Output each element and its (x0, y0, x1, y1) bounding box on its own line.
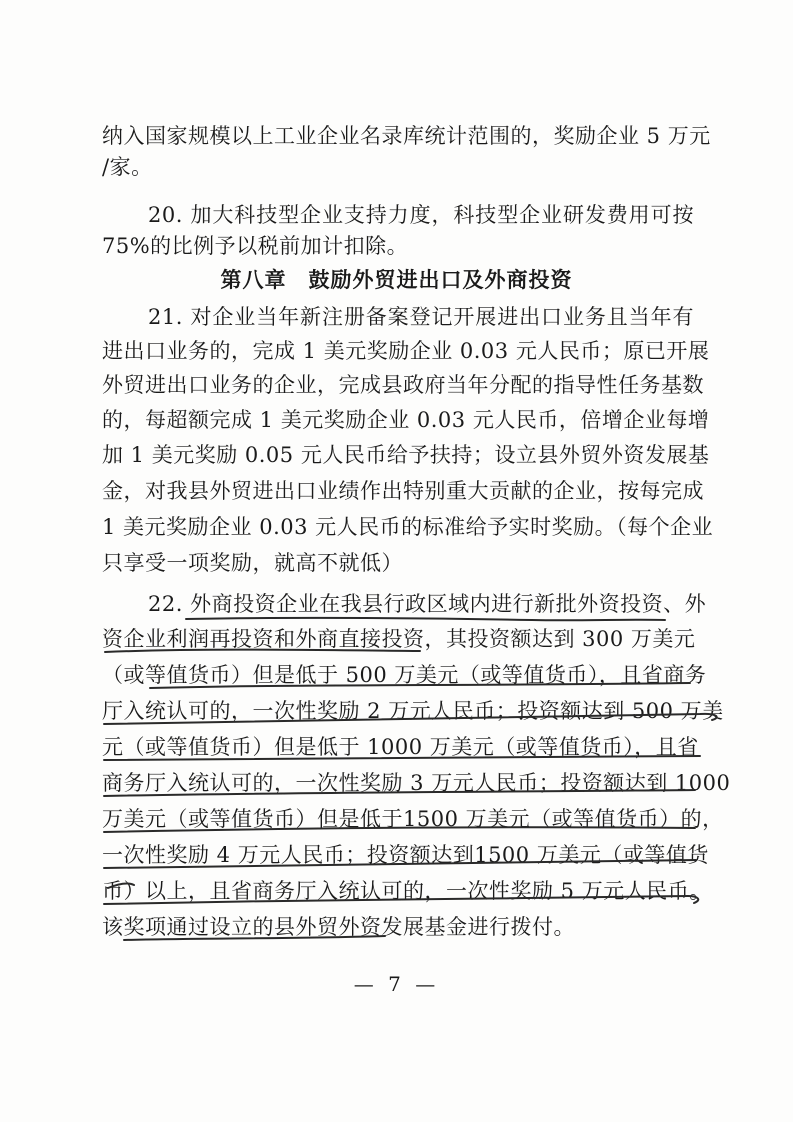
article-21-line: 只享受一项奖励，就高不就低） (102, 551, 403, 575)
article-21-line: 进出口业务的，完成 1 美元奖励企业 0.03 元人民币；原已开展 (102, 339, 710, 363)
article-21-line: 的，每超额完成 1 美元奖励企业 0.03 元人民币，倍增企业每增 (102, 408, 710, 432)
article-22-line: 22. 外商投资企业在我县行政区域内进行新批外资投资、外 (148, 592, 707, 616)
article-21-line: 1 美元奖励企业 0.03 元人民币的标准给予实时奖励。（每个企业 (102, 515, 714, 539)
article-22-line: 该奖项通过设立的县外贸外资发展基金进行拨付。 (102, 915, 575, 939)
chapter-heading: 第八章 鼓励外贸进出口及外商投资 (220, 268, 573, 292)
article-22-line: 币）以上，且省商务厅入统认可的，一次性奖励 5 万元人民币。 (102, 879, 711, 903)
article-21-line: 加 1 美元奖励 0.05 元人民币给予扶持；设立县外贸外资发展基 (102, 443, 710, 467)
article-22-line: 一次性奖励 4 万元人民币；投资额达到1500 万美元（或等值货 (102, 843, 709, 867)
body-line: /家。 (102, 155, 153, 179)
body-line: 纳入国家规模以上工业企业名录库统计范围的，奖励企业 5 万元 (102, 124, 711, 148)
article-22-line: 厅入统认可的，一次性奖励 2 万元人民币；投资额达到 500 万美 (102, 699, 724, 723)
article-22-line: （或等值货币）但是低于 500 万美元（或等值货币），且省商务 (102, 663, 707, 687)
page-number: — 7 — (353, 972, 440, 996)
article-20-line: 20. 加大科技型企业支持力度，科技型企业研发费用可按 (148, 203, 694, 227)
article-21-line: 金，对我县外贸进出口业绩作出特别重大贡献的企业，按每完成 (102, 479, 704, 503)
article-22-line: 商务厅入统认可的，一次性奖励 3 万元人民币；投资额达到 1000 (102, 771, 731, 795)
article-22-line: 万美元（或等值货币）但是低于1500 万美元（或等值货币）的， (102, 807, 724, 831)
article-22-line: 资企业利润再投资和外商直接投资，其投资额达到 300 万美元 (102, 627, 696, 651)
article-20-line: 75%的比例予以税前加计扣除。 (102, 234, 409, 258)
article-21-line: 21. 对企业当年新注册备案登记开展进出口业务且当年有 (148, 305, 694, 329)
article-22-line: 元（或等值货币）但是低于 1000 万美元（或等值货币），且省 (102, 735, 699, 759)
article-21-line: 外贸进出口业务的企业，完成县政府当年分配的指导性任务基数 (102, 373, 704, 397)
